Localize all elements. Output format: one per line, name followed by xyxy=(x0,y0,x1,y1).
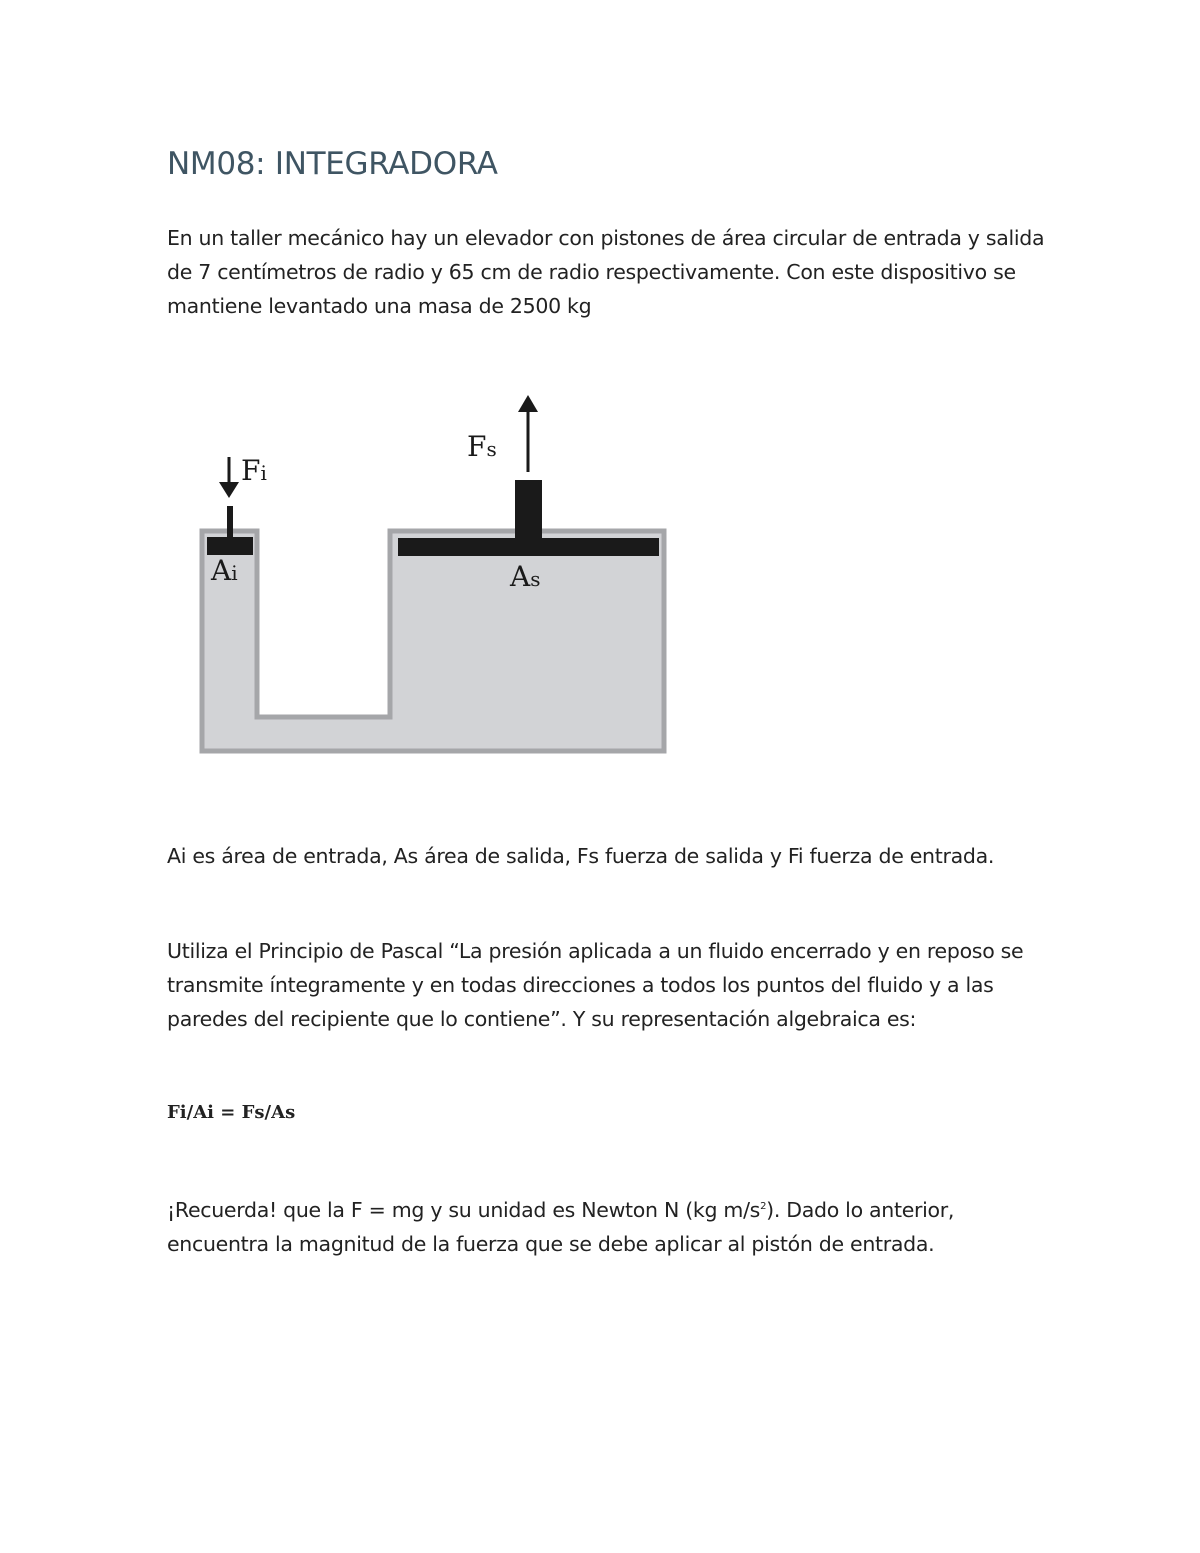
output-force-arrow-head xyxy=(518,395,538,412)
container-fluid xyxy=(202,531,664,751)
label-fs-sub: s xyxy=(486,437,497,461)
reminder-superscript: 2 xyxy=(760,1201,767,1213)
pascal-principle: Utiliza el Principio de Pascal “La presión aplicada a un fluido encerrado y en reposo se transmite íntegramente y en todas direcciones a todos los puntos del fluido y a las paredes del recipiente que lo contiene”. Y su representación algebraica es: xyxy=(167,939,1024,1031)
label-fs xyxy=(467,430,497,463)
reminder-text-end: ). Dado lo anterior, encuentra la magnitud de la fuerza que se debe aplicar al pistón de entrada. xyxy=(167,1198,955,1256)
output-piston-rod xyxy=(515,480,542,540)
label-as-sub: s xyxy=(530,567,541,591)
label-ai-main: A xyxy=(211,554,232,587)
input-force-arrow-head xyxy=(219,482,239,498)
variable-definitions: Ai es área de entrada, As área de salida, Fs fuerza de salida y Fi fuerza de entrada. xyxy=(167,844,995,868)
input-piston xyxy=(207,537,253,555)
output-piston xyxy=(398,538,659,556)
problem-statement: En un taller mecánico hay un elevador con pistones de área circular de entrada y salida de 7 centímetros de radio y 65 cm de radio respectivamente. Con este dispositivo se mantiene levantado una masa de 2500 kg xyxy=(167,226,1045,318)
label-fi-sub: i xyxy=(260,461,267,485)
hydraulic-lift-diagram xyxy=(195,390,675,760)
label-as-main: A xyxy=(510,560,531,593)
label-fi xyxy=(241,454,267,487)
label-fs-main: F xyxy=(467,430,487,463)
label-ai-sub: i xyxy=(231,561,238,585)
pascal-formula: Fi/Ai = Fs/As xyxy=(167,1102,296,1123)
reminder-paragraph xyxy=(167,1193,1047,1261)
page-title: NM08: INTEGRADORA xyxy=(167,146,498,182)
input-piston-rod xyxy=(227,506,233,538)
reminder-text-start: ¡Recuerda! que la F = mg y su unidad es Newton N (kg m/s xyxy=(167,1198,761,1222)
label-fi-main: F xyxy=(241,454,261,487)
